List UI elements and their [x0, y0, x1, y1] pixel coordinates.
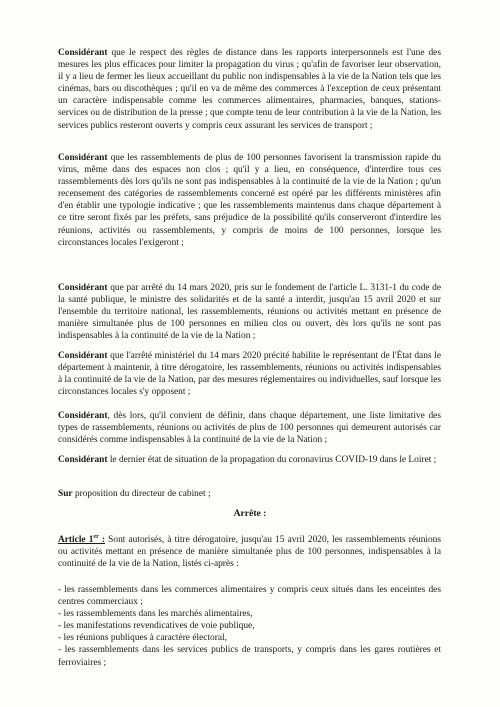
article-label-suffix: :: [98, 535, 106, 545]
paragraph-lead: Considérant: [58, 283, 108, 293]
list-item: - les rassemblements dans les commerces alimentaires y compris ceux situés dans les enceintes des centres commerciaux ;: [58, 585, 441, 608]
paragraph-text: que l'arrêté ministériel du 14 mars 2020 précité habilite le représentant de l'État dans le département à maintenir, à titre dérogatoire, les rassemblements, réunions ou activités indispensables à la continuité de la vie de la Nation, par des mesures réglementaires ou individuelles, sauf lorsque les circonstances locales s'y opposent ;: [58, 351, 441, 398]
paragraph-lead: Considérant: [58, 48, 108, 58]
considerant-paragraph: [58, 410, 441, 446]
paragraph-text: le dernier état de situation de la propagation du coronavirus COVID-19 dans le Loiret ;: [107, 455, 437, 465]
paragraph-text: , dès lors, qu'il convient de définir, dans chaque département, une liste limitative des types de rassemblements, réunions ou activités de plus de 100 personnes qui demeurent autorisés car considérés comme indispensables à la continuité de la vie de la Nation ;: [58, 411, 441, 446]
paragraph-text: que par arrêté du 14 mars 2020, pris sur le fondement de l'article L. 3131-1 du code de la santé publique, le ministre des solidarités et de la santé a interdit, jusqu'au 15 avril 2020 et sur l'ensemble du territoire national, les rassemblements, réunions ou activités mettant en présence de manière simultanée plus de 100 personnes en milieu clos ou ouvert, dès lors qu'ils ne sont pas indispensables à la continuité de la vie de la Nation ;: [58, 283, 441, 342]
list-item: - les manifestations revendicatives de voie publique,: [58, 621, 255, 632]
considerant-paragraph: [58, 152, 441, 249]
paragraph-text: proposition du directeur de cabinet ;: [72, 489, 211, 499]
paragraph-lead: Sur: [58, 489, 73, 499]
considerant-paragraph: [58, 350, 441, 398]
article-1-paragraph: [58, 534, 441, 570]
paragraph-text: que les rassemblements de plus de 100 personnes favorisent la transmission rapide du virus, même dans des espaces non clos ; qu'il y a lieu, en conséquence, d'interdire tous ces rassemblements dès lors qu'ils ne sont pas indispensables à la continuité de la vie de la Nation ; qu'un recensement des catégories de rassemblements concerné est opéré par les différents ministères afin d'en établir une typologie indicative ; que les rassemblements maintenus dans chaque département à ce titre seront fixés par les préfets, sans préjudice de la possibilité qu'ils conserveront d'interdire les réunions, activités ou rassemblements, y compris de moins de 100 personnes, lorsque les circonstances locales l'exigeront ;: [58, 153, 441, 248]
authorized-gatherings-list: [58, 584, 441, 669]
article-label-sup: er: [93, 534, 99, 540]
article-label-text: Article 1: [58, 535, 94, 545]
article-text: Sont autorisés, à titre dérogatoire, jusqu'au 15 avril 2020, les rassemblements réunions ou activités mettant en présence de manière simultanée plus de 100 personnes, indispensables à la continuité de la vie de la Nation, listés ci-après :: [58, 535, 442, 570]
paragraph-text: que le respect des règles de distance dans les rapports interpersonnels est l'une des mesures les plus efficaces pour limiter la propagation du virus ; qu'afin de favoriser leur observation, il y a lieu de fermer les lieux accueillant du public non indispensables à la vie de la Nation tels que les cinémas, bars ou discothèques ; qu'il en va de même des commerces à l'exception de ceux présentant un caractère indispensable comme les commerces alimentaires, pharmacies, banques, stations-services ou de distribution de la presse ; que compte tenu de leur contribution à la vie de la Nation, les services publics resteront ouverts y compris ceux assurant les services de transport ;: [58, 48, 441, 131]
arrete-heading: Arrête :: [233, 508, 267, 519]
considerant-paragraph: [58, 454, 441, 466]
paragraph-lead: Considérant: [58, 153, 108, 163]
paragraph-lead: Considérant: [58, 351, 108, 361]
list-item: - les rassemblements dans les marchés alimentaires,: [58, 609, 253, 620]
paragraph-lead: Considérant: [58, 455, 108, 465]
article-label: [58, 535, 105, 545]
list-item: - les réunions publiques à caractère électoral,: [58, 633, 227, 644]
list-item: - les rassemblements dans les services publics de transports, y compris dans les gares routières et ferroviaires ;: [58, 645, 441, 668]
proposition-paragraph: [58, 488, 441, 500]
considerant-paragraph: [58, 282, 441, 342]
considerant-paragraph: [58, 47, 441, 132]
paragraph-lead: Considérant: [58, 411, 108, 421]
